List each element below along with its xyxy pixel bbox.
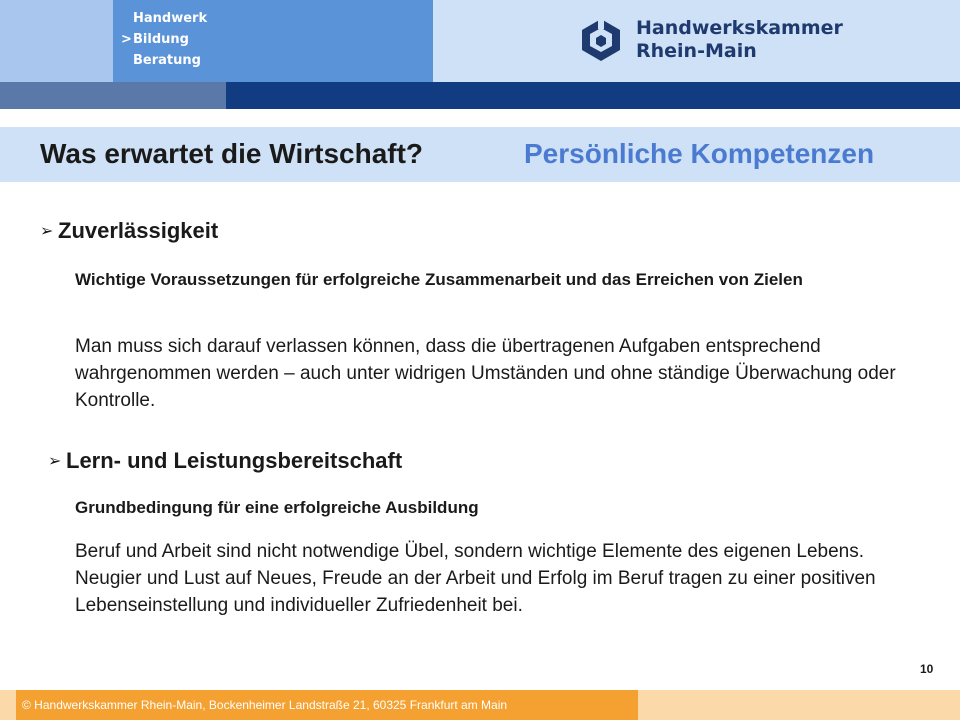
arrow-bullet-icon: ➢ (40, 223, 54, 240)
nav-item-bildung[interactable] (121, 29, 207, 50)
title-band (0, 127, 960, 182)
arrow-bullet-icon: ➢ (48, 453, 62, 470)
nav-marker-active: > (121, 32, 132, 47)
section-heading-text: Lern- und Leistungsbereitschaft (66, 448, 403, 473)
nav-label: Handwerk (133, 11, 208, 26)
logo-wordmark (636, 17, 843, 63)
section-heading-text: Zuverlässigkeit (58, 218, 219, 243)
nav-label: Beratung (133, 53, 201, 68)
header-band-left (0, 82, 226, 109)
footer-bar-edge (0, 690, 16, 720)
section-subheading: Grundbedingung für eine erfolgreiche Ausbildung (75, 498, 479, 517)
header-band-right (226, 82, 960, 109)
slide-title: Was erwartet die Wirtschaft? (40, 138, 424, 169)
section-body: Man muss sich darauf verlassen können, dass die übertragenen Aufgaben entsprechend wahrgenommen werden – auch unter widrigen Umständen und ohne ständige Überwachung oder Kontrolle. (75, 336, 896, 411)
section-subheading: Wichtige Voraussetzungen für erfolgreiche Zusammenarbeit und das Erreichen von Zielen (75, 270, 803, 289)
hwk-logo-icon (578, 17, 624, 63)
nav-item-handwerk[interactable] (121, 8, 207, 29)
logo-line-2: Rhein-Main (636, 40, 757, 62)
footer-copyright: © Handwerkskammer Rhein-Main, Bockenheimer Landstraße 21, 60325 Frankfurt am Main (22, 698, 508, 712)
slide-title-accent: Persönliche Kompetenzen (524, 138, 875, 169)
footer-bar-right (638, 690, 960, 720)
page-number: 10 (920, 662, 934, 676)
nav-item-beratung[interactable] (121, 50, 207, 71)
section-body: Beruf und Arbeit sind nicht notwendige Übel, sondern wichtige Elemente des eigenen Lebens. Neugier und Lust auf Neues, Freude an der Arbeit und Erfolg im Beruf tragen zu einer positiven Lebenseinstellung und individueller Zufriedenheit bei. (75, 541, 876, 616)
section-heading-lernbereitschaft (48, 448, 402, 474)
section-heading-zuverlaessigkeit (40, 218, 218, 244)
logo-line-1: Handwerkskammer (636, 17, 843, 39)
nav-label: Bildung (133, 32, 189, 47)
header-nav (121, 8, 207, 71)
header-left-panel (0, 0, 113, 82)
